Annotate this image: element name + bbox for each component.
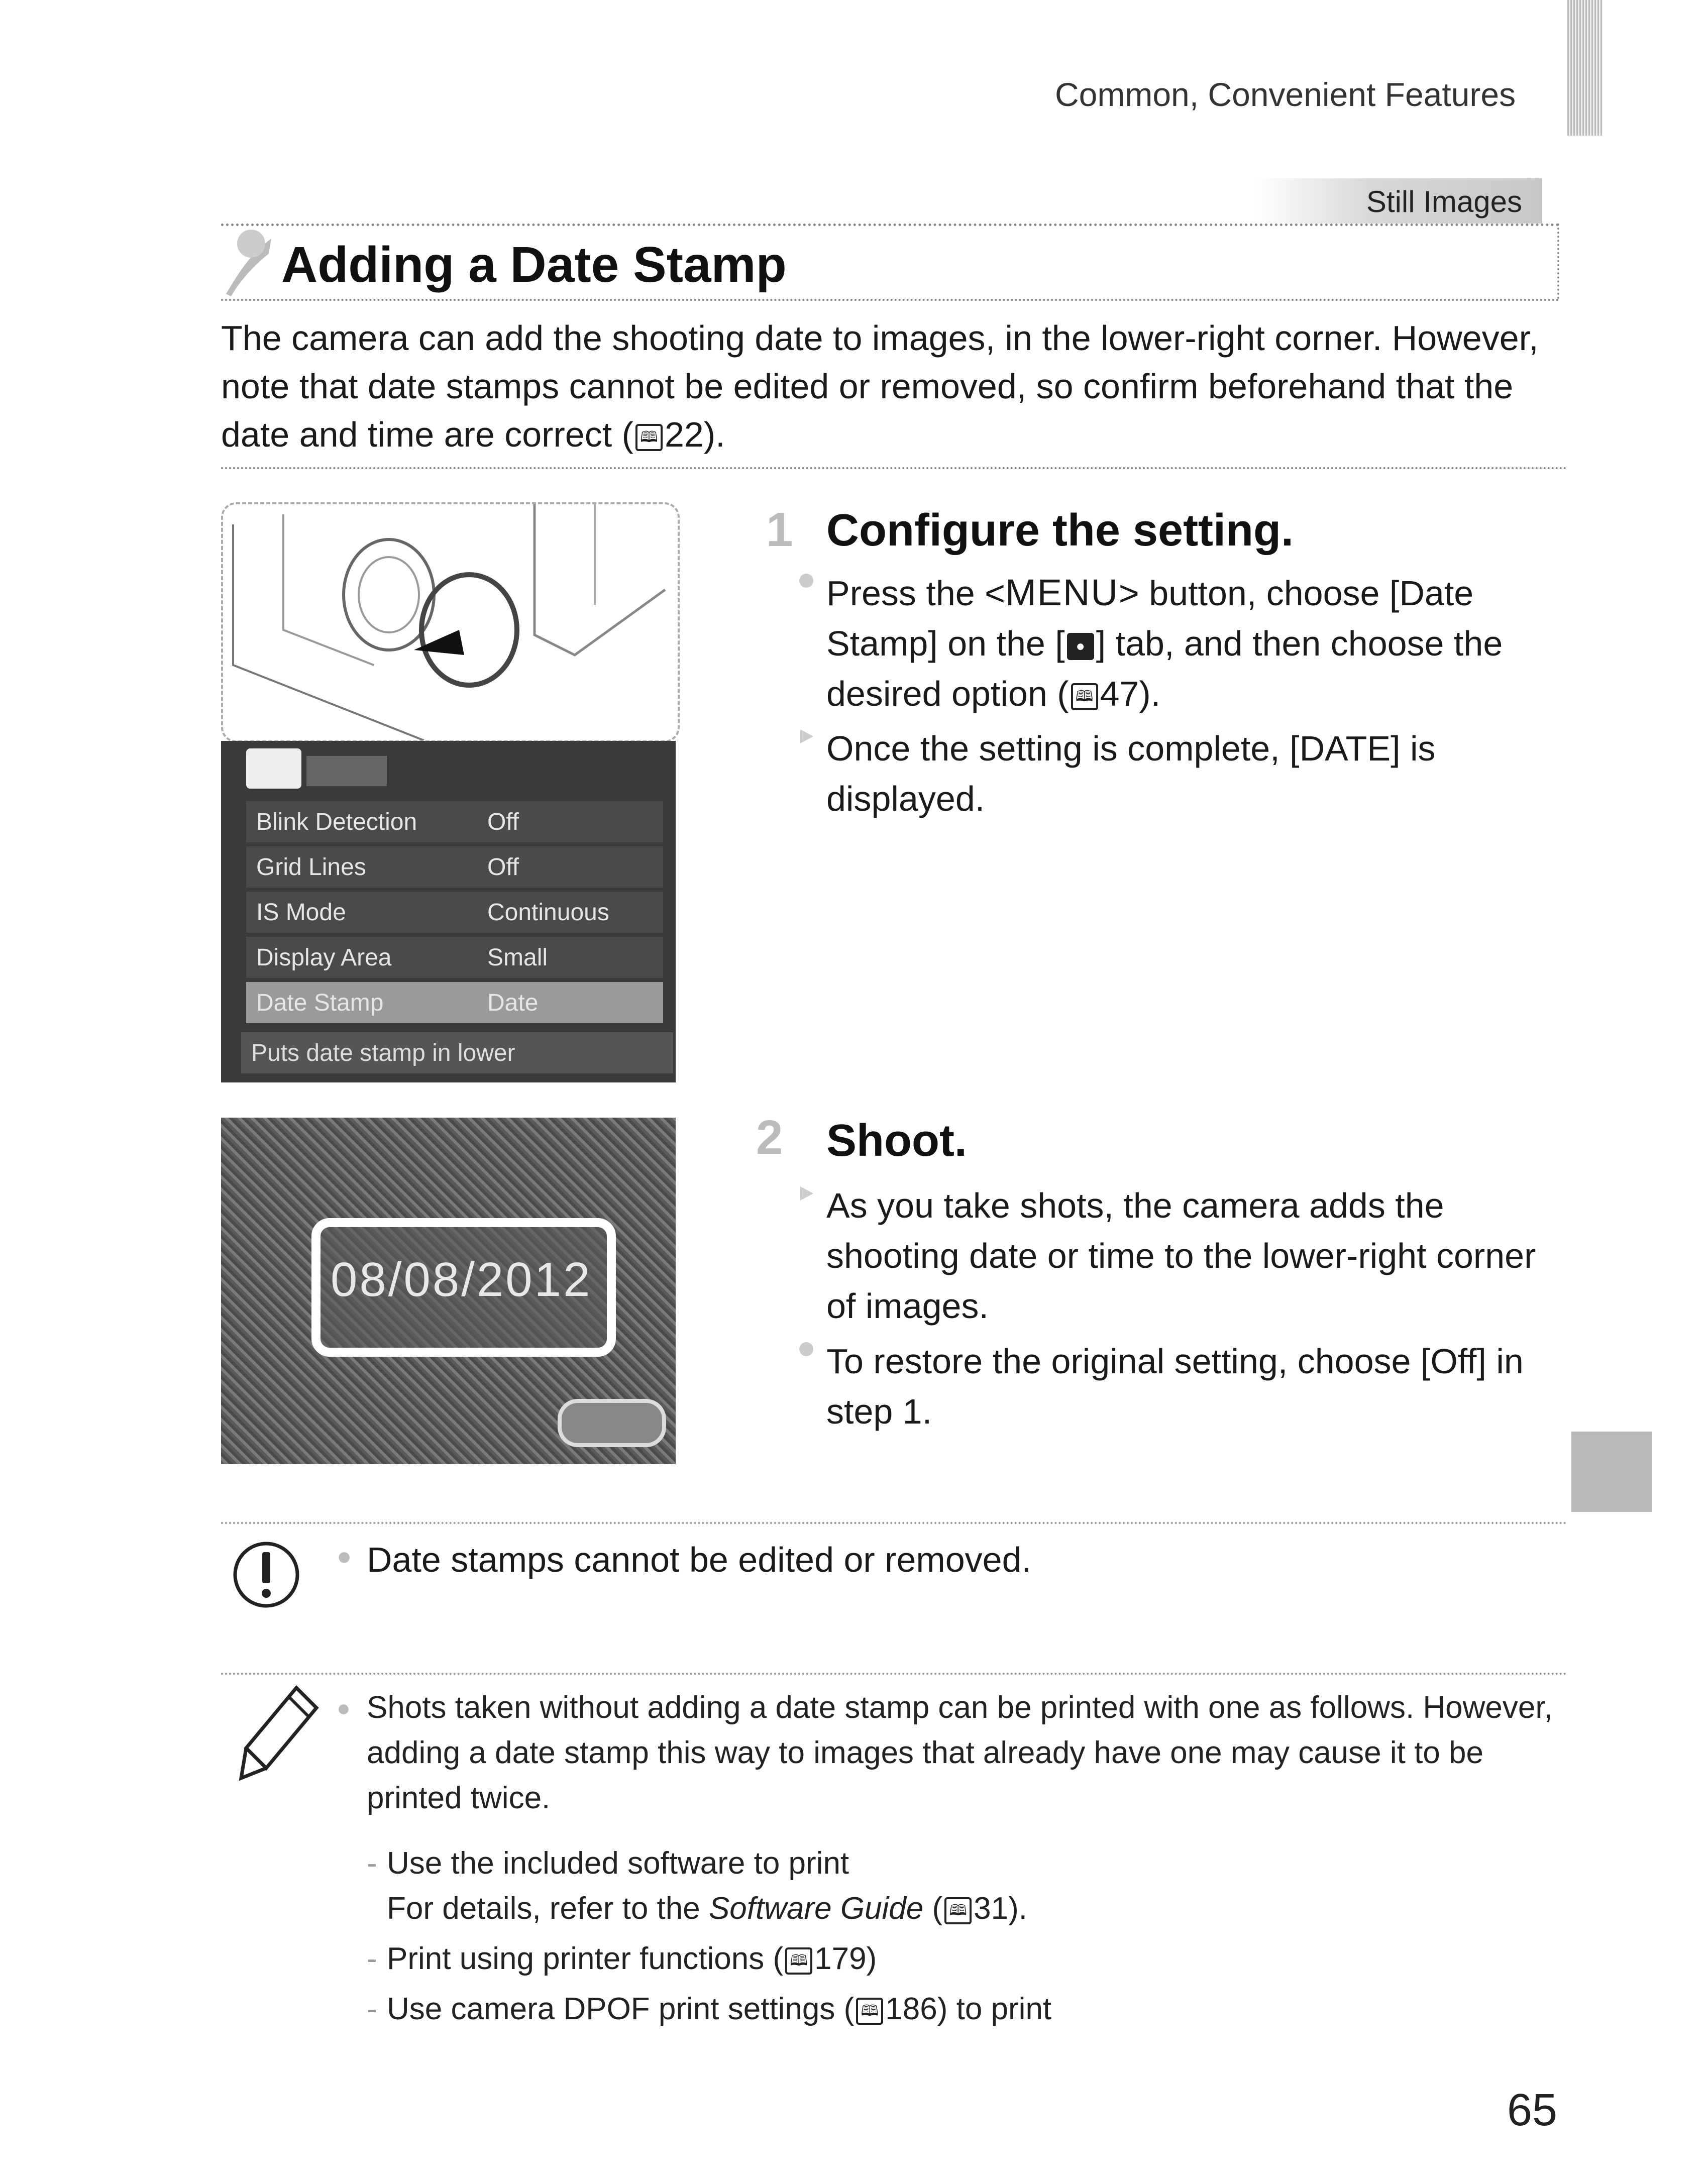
page-title: Adding a Date Stamp [281, 237, 787, 293]
intro-page-ref: 22 [664, 415, 704, 454]
step-2-number: 2 [756, 1111, 783, 1164]
caution-text: ● Date stamps cannot be edited or removed. [337, 1540, 1031, 1579]
page-number: 65 [1507, 2085, 1558, 2135]
step-2-bullet-1: As you take shots, the camera adds the shooting date or time to the lower-right corner of images. [826, 1180, 1565, 1331]
menu-row: IS Mode Continuous [246, 892, 663, 933]
date-icon [558, 1399, 666, 1447]
note-item-1-detail: For details, refer to the Software Guide ( 🕮 31). [387, 1891, 1028, 1926]
date-callout [311, 1218, 616, 1357]
corner-thumb-tab [1567, 0, 1603, 136]
bullet-arrow-icon [796, 1183, 816, 1204]
menu-screen-image [221, 741, 676, 1082]
note-item-3: - Use camera DPOF print settings ( 🕮 186) to print [367, 1992, 1052, 2026]
title-rule-top [221, 224, 1560, 226]
camera-tab-icon: ● [1067, 633, 1094, 660]
still-images-label: Still Images [1366, 185, 1522, 219]
title-rule-bottom [221, 299, 1560, 301]
settings-tab-icon [306, 756, 387, 786]
camera-tab-icon [246, 748, 301, 789]
menu-row: Blink Detection Off [246, 801, 663, 842]
note-text: ● Shots taken without adding a date stamp can be printed with one as follows. However, adding a date stamp this way to images that already have one may cause it to be printed twice. [367, 1685, 1572, 1821]
caution-divider [221, 1522, 1567, 1524]
step-1-bullet-1: Press the <MENU> button, choose [Date Stamp] on the [ ● ] tab, and then choose the desired option ( 🕮 47). [826, 568, 1565, 719]
date-stamp-photo [221, 1118, 676, 1464]
still-images-badge [1256, 178, 1542, 224]
step-2-bullet-2: To restore the original setting, choose [Off] in step 1. [826, 1336, 1565, 1437]
step-1-number: 1 [766, 503, 793, 557]
bullet-circle-icon [796, 1339, 816, 1359]
title-rule-right [1557, 224, 1559, 299]
note-divider [221, 1673, 1567, 1675]
caution-icon [229, 1537, 304, 1612]
intro-paragraph: The camera can add the shooting date to images, in the lower-right corner. However, note that date stamps cannot be edited or removed, so confirm beforehand that the date and time are correct ( 🕮 22). [221, 318, 1539, 454]
book-ref-icon: 🕮 [944, 1897, 972, 1924]
menu-row: Grid Lines Off [246, 846, 663, 888]
menu-row-selected: Date Stamp Date [246, 982, 663, 1023]
book-ref-icon: 🕮 [635, 424, 663, 451]
section-marker-icon [221, 224, 276, 299]
bullet-dot: ● [337, 1542, 352, 1570]
side-thumb-tab [1571, 1432, 1652, 1512]
intro-divider [221, 467, 1567, 469]
stamped-date: 08/08/2012 [331, 1253, 592, 1306]
camera-button-illustration [221, 502, 680, 742]
note-item-1: - Use the included software to print [367, 1846, 849, 1881]
bullet-circle-icon [796, 571, 816, 591]
step-1-bullet-2: Once the setting is complete, [DATE] is displayed. [826, 723, 1565, 824]
menu-hint-bar: Puts date stamp in lower [241, 1032, 673, 1073]
running-head: Common, Convenient Features [1055, 76, 1516, 113]
book-ref-icon: 🕮 [785, 1947, 812, 1975]
pencil-note-icon [236, 1683, 322, 1783]
menu-row: Display Area Small [246, 937, 663, 978]
book-ref-icon: 🕮 [1071, 683, 1098, 710]
menu-button-label: MENU [1005, 572, 1119, 613]
bullet-dot: ● [337, 1695, 351, 1721]
bullet-arrow-icon [796, 726, 816, 746]
step-1-heading: Configure the setting. [826, 505, 1294, 556]
book-ref-icon: 🕮 [856, 1998, 883, 2025]
note-item-2: - Print using printer functions ( 🕮 179) [367, 1941, 877, 1976]
step-2-heading: Shoot. [826, 1116, 967, 1166]
